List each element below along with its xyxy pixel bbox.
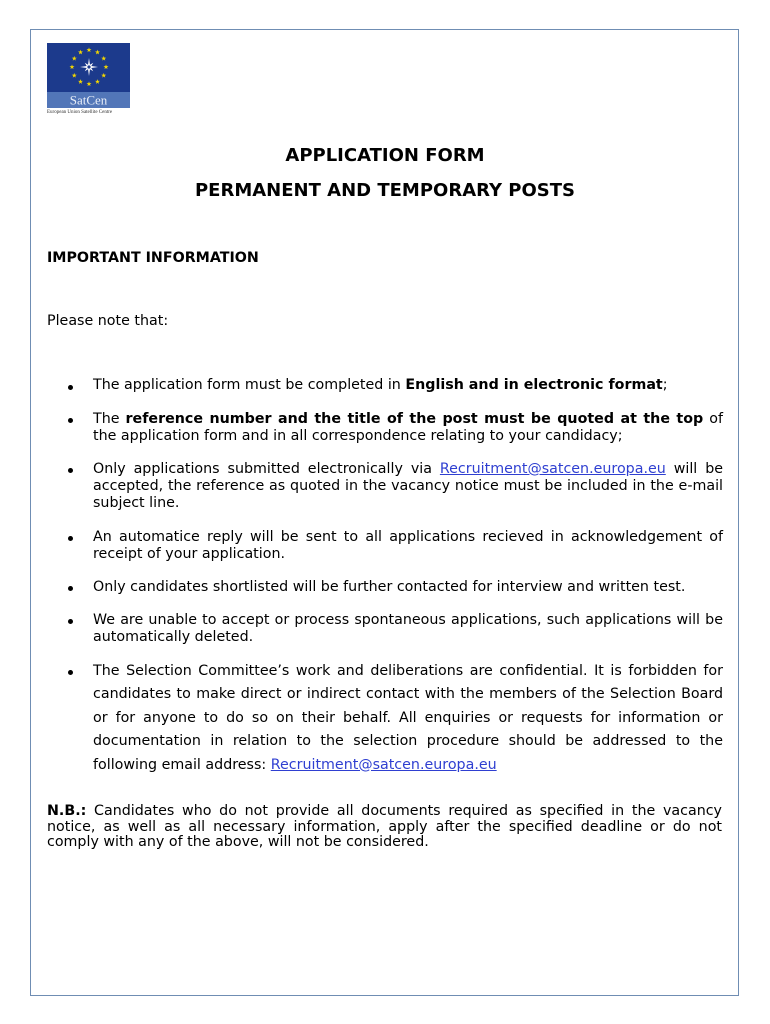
logo-tagline: European Union Satellite Centre: [47, 110, 113, 115]
list-item: [93, 612, 723, 646]
nb-text: Candidates who do not provide all documents required as specified in the vacancy notice, as well as all necessary information, apply after the specified deadline or do not comply with any of the above, will not be considered.: [47, 803, 722, 851]
list-item: [93, 411, 723, 445]
list-item: [93, 377, 723, 394]
list-item-text: The: [93, 410, 126, 427]
list-item-emphasis: reference number and the title of the post must be quoted at the top: [125, 410, 704, 427]
logo-wordmark: SatCen: [69, 92, 108, 108]
satcen-emblem: [47, 43, 130, 108]
bullet-marker: [68, 536, 73, 541]
form-title: APPLICATION FORM: [285, 145, 485, 166]
satcen-logo: [47, 43, 130, 116]
list-item-text: Only candidates shortlisted will be further contacted for interview and written test.: [93, 579, 686, 596]
list-item: [93, 461, 723, 513]
bullet-marker: [68, 418, 73, 423]
list-item-emphasis: English and in electronic format: [405, 377, 663, 394]
nb-label: N.B.:: [47, 803, 87, 820]
recruitment-email-link[interactable]: Recruitment@satcen.europa.eu: [270, 756, 497, 773]
intro-text: Please note that:: [47, 313, 169, 330]
list-item-text: The Selection Committee’s work and deliberations are confidential. It is forbidden for candidates to make direct or indirect contact with the members of the Selection Board or for anyone to do so on their behalf. All enquiries or requests for information or documentation in relation to the selection procedure should be addressed to the following email address:: [93, 662, 723, 773]
list-item-text: Only applications submitted electronically via: [93, 461, 440, 477]
list-item-text: We are unable to accept or process spontaneous applications, such applications will be automatically deleted.: [93, 612, 723, 646]
recruitment-email-link[interactable]: Recruitment@satcen.europa.eu: [439, 461, 666, 477]
list-item-text: The application form must be completed in: [93, 377, 406, 394]
list-item: [93, 660, 723, 778]
list-item: [93, 579, 723, 596]
section-heading: IMPORTANT INFORMATION: [47, 250, 259, 267]
information-list: [93, 377, 723, 793]
bullet-marker: [68, 385, 73, 390]
bullet-marker: [68, 670, 73, 675]
form-subtitle: PERMANENT AND TEMPORARY POSTS: [194, 180, 575, 201]
list-item-text: ;: [662, 377, 668, 394]
nota-bene: [47, 804, 722, 851]
list-item: [93, 529, 723, 563]
list-item-text: An automatice reply will be sent to all applications recieved in acknowledgement of receipt of your application.: [93, 528, 723, 562]
list-item-text: of the application form and in all correspondence relating to your candidacy;: [93, 410, 724, 444]
list-item-text: will be accepted, the reference as quoted in the vacancy notice must be included in the e-mail subject line.: [93, 461, 724, 512]
